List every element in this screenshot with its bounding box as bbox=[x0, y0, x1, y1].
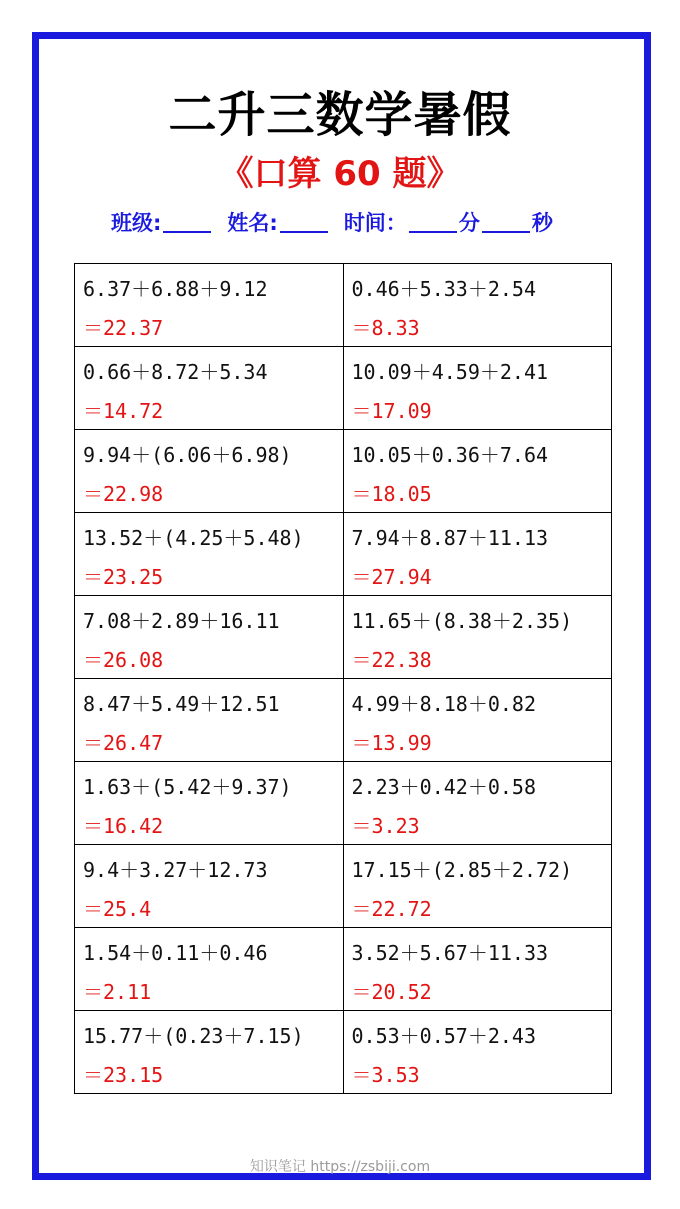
problem-answer: ＝25.4 bbox=[83, 897, 152, 921]
problem-answer: ＝18.05 bbox=[351, 482, 432, 506]
problem-question: 17.15＋(2.85＋2.72) bbox=[351, 858, 573, 882]
problem-cell bbox=[75, 347, 344, 430]
problem-answer: ＝17.09 bbox=[351, 399, 432, 423]
problem-cell bbox=[343, 513, 612, 596]
problem-answer: ＝26.08 bbox=[83, 648, 164, 672]
class-label: 班级: bbox=[111, 211, 162, 235]
problem-question: 0.53＋0.57＋2.43 bbox=[351, 1024, 536, 1048]
problem-answer: ＝13.99 bbox=[351, 731, 432, 755]
table-row bbox=[75, 928, 612, 1011]
problem-answer: ＝27.94 bbox=[351, 565, 432, 589]
table-row bbox=[75, 762, 612, 845]
problem-answer: ＝22.37 bbox=[83, 316, 164, 340]
problem-question: 7.94＋8.87＋11.13 bbox=[351, 526, 549, 550]
problem-answer: ＝16.42 bbox=[83, 814, 164, 838]
problem-question: 15.77＋(0.23＋7.15) bbox=[83, 1024, 304, 1048]
problem-question: 7.08＋2.89＋16.11 bbox=[83, 609, 280, 633]
problem-answer: ＝20.52 bbox=[351, 980, 432, 1004]
problem-cell bbox=[75, 1011, 344, 1094]
table-row bbox=[75, 679, 612, 762]
problem-cell bbox=[343, 928, 612, 1011]
problem-answer: ＝3.53 bbox=[351, 1063, 420, 1087]
table-row bbox=[75, 347, 612, 430]
problem-cell bbox=[343, 1011, 612, 1094]
problem-cell bbox=[75, 513, 344, 596]
problem-question: 9.4＋3.27＋12.73 bbox=[83, 858, 268, 882]
problem-cell bbox=[75, 430, 344, 513]
problem-question: 10.09＋4.59＋2.41 bbox=[351, 360, 549, 384]
problem-question: 10.05＋0.36＋7.64 bbox=[351, 443, 549, 467]
problem-cell bbox=[343, 679, 612, 762]
problem-question: 0.66＋8.72＋5.34 bbox=[83, 360, 268, 384]
problem-question: 9.94＋(6.06＋6.98) bbox=[83, 443, 292, 467]
problem-answer: ＝26.47 bbox=[83, 731, 164, 755]
problem-question: 1.54＋0.11＋0.46 bbox=[83, 941, 268, 965]
page-subtitle: 《口算 60 题》 bbox=[219, 154, 461, 194]
problem-cell bbox=[75, 928, 344, 1011]
problem-answer: ＝22.98 bbox=[83, 482, 164, 506]
problem-question: 6.37＋6.88＋9.12 bbox=[83, 277, 268, 301]
table-row bbox=[75, 1011, 612, 1094]
problem-question: 8.47＋5.49＋12.51 bbox=[83, 692, 280, 716]
name-blank[interactable] bbox=[280, 230, 328, 233]
problem-cell bbox=[343, 430, 612, 513]
problem-answer: ＝22.72 bbox=[351, 897, 432, 921]
minute-blank[interactable] bbox=[409, 230, 457, 233]
problem-answer: ＝2.11 bbox=[83, 980, 152, 1004]
time-label: 时间： bbox=[343, 211, 407, 235]
problem-cell bbox=[343, 762, 612, 845]
table-row bbox=[75, 264, 612, 347]
problem-cell bbox=[343, 845, 612, 928]
table-row bbox=[75, 596, 612, 679]
minute-label: 分 bbox=[458, 211, 480, 235]
second-blank[interactable] bbox=[482, 230, 530, 233]
student-info-line bbox=[111, 207, 553, 237]
problem-table bbox=[74, 263, 612, 1094]
problem-cell bbox=[75, 679, 344, 762]
problem-cell bbox=[75, 596, 344, 679]
problem-answer: ＝14.72 bbox=[83, 399, 164, 423]
page-title: 二升三数学暑假 bbox=[168, 87, 512, 143]
table-row bbox=[75, 845, 612, 928]
table-row bbox=[75, 430, 612, 513]
problem-question: 4.99＋8.18＋0.82 bbox=[351, 692, 536, 716]
problem-answer: ＝3.23 bbox=[351, 814, 420, 838]
name-label: 姓名: bbox=[227, 211, 278, 235]
problem-question: 13.52＋(4.25＋5.48) bbox=[83, 526, 304, 550]
watermark: 知识笔记 https://zsbiji.com bbox=[249, 1159, 431, 1175]
problem-question: 3.52＋5.67＋11.33 bbox=[351, 941, 549, 965]
problem-cell bbox=[343, 264, 612, 347]
class-blank[interactable] bbox=[163, 230, 211, 233]
problem-answer: ＝23.25 bbox=[83, 565, 164, 589]
second-label: 秒 bbox=[531, 211, 553, 235]
problem-cell bbox=[75, 762, 344, 845]
problem-question: 11.65＋(8.38＋2.35) bbox=[351, 609, 573, 633]
problem-answer: ＝23.15 bbox=[83, 1063, 164, 1087]
problem-cell bbox=[343, 596, 612, 679]
problem-answer: ＝22.38 bbox=[351, 648, 432, 672]
problem-question: 1.63＋(5.42＋9.37) bbox=[83, 775, 292, 799]
problem-question: 2.23＋0.42＋0.58 bbox=[351, 775, 536, 799]
problem-cell bbox=[343, 347, 612, 430]
problem-cell bbox=[75, 845, 344, 928]
table-row bbox=[75, 513, 612, 596]
problem-question: 0.46＋5.33＋2.54 bbox=[351, 277, 536, 301]
problem-cell bbox=[75, 264, 344, 347]
problem-answer: ＝8.33 bbox=[351, 316, 420, 340]
